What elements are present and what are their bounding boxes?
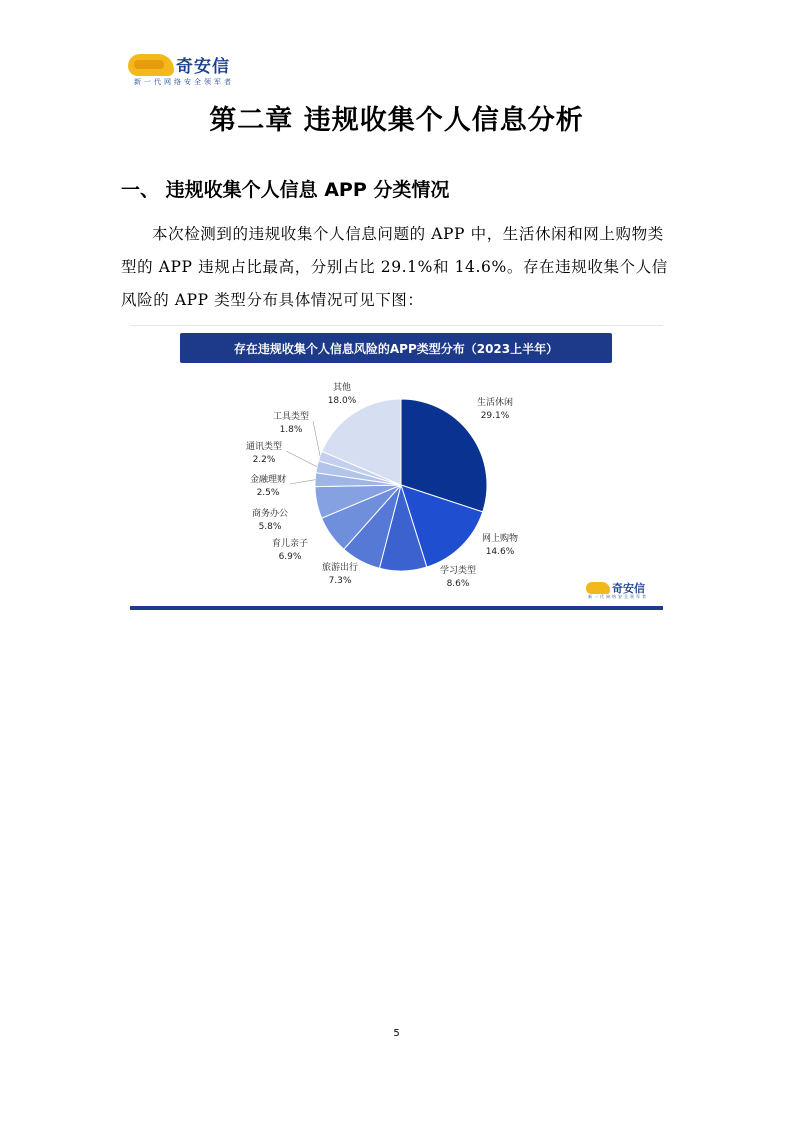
- slice-name-label-6: 金融理财: [249, 475, 287, 485]
- watermark-mark-icon: [586, 582, 610, 594]
- chart-title: 存在违规收集个人信息风险的APP类型分布（2023上半年）: [180, 333, 612, 363]
- slice-name-label-8: 工具类型: [272, 412, 310, 422]
- slice-name-label-4: 育儿亲子: [271, 539, 309, 549]
- slice-value-label-3: 7.3%: [328, 576, 352, 586]
- slice-name-label-3: 旅游出行: [321, 563, 359, 573]
- leader-line-8: [313, 421, 320, 456]
- body-paragraph: 本次检测到的违规收集个人信息问题的 APP 中，生活休闲和网上购物类型的 APP 违规占比最高，分别占比 29.1%和 14.6%。存在违规收集个人信风险的 APP 类型分布具体情况可见下图：: [121, 225, 668, 309]
- watermark-tagline: 新一代网络安全领军者: [588, 594, 648, 599]
- logo-tagline: 新一代网络安全领军者: [134, 78, 234, 86]
- slice-name-label-0: 生活休闲: [476, 398, 514, 408]
- chart-watermark-logo: [586, 580, 656, 600]
- leader-line-7: [286, 451, 317, 467]
- chapter-title: 第二章 违规收集个人信息分析: [209, 105, 584, 136]
- slice-name-label-2: 学习类型: [439, 566, 477, 576]
- slice-value-label-6: 2.5%: [256, 488, 280, 498]
- slice-value-label-9: 18.0%: [327, 396, 357, 406]
- logo-name: 奇安信: [176, 57, 230, 77]
- page-number: 5: [393, 1028, 400, 1039]
- slice-value-label-2: 8.6%: [446, 579, 470, 589]
- figure-bottom-rule: [130, 606, 663, 610]
- slice-value-label-0: 29.1%: [480, 411, 510, 421]
- slice-name-label-5: 商务办公: [251, 509, 289, 519]
- slice-value-label-7: 2.2%: [252, 455, 276, 465]
- leader-line-6: [290, 480, 315, 484]
- slice-name-label-7: 通讯类型: [245, 442, 283, 452]
- slice-value-label-8: 1.8%: [279, 425, 303, 435]
- watermark-name: 奇安信: [612, 582, 645, 595]
- slice-name-label-9: 其他: [332, 383, 352, 393]
- slice-value-label-4: 6.9%: [278, 552, 302, 562]
- slice-name-label-1: 网上购物: [481, 534, 519, 544]
- section-title: 一、 违规收集个人信息 APP 分类情况: [121, 179, 450, 201]
- slice-value-label-1: 14.6%: [485, 547, 515, 557]
- slice-value-label-5: 5.8%: [258, 522, 282, 532]
